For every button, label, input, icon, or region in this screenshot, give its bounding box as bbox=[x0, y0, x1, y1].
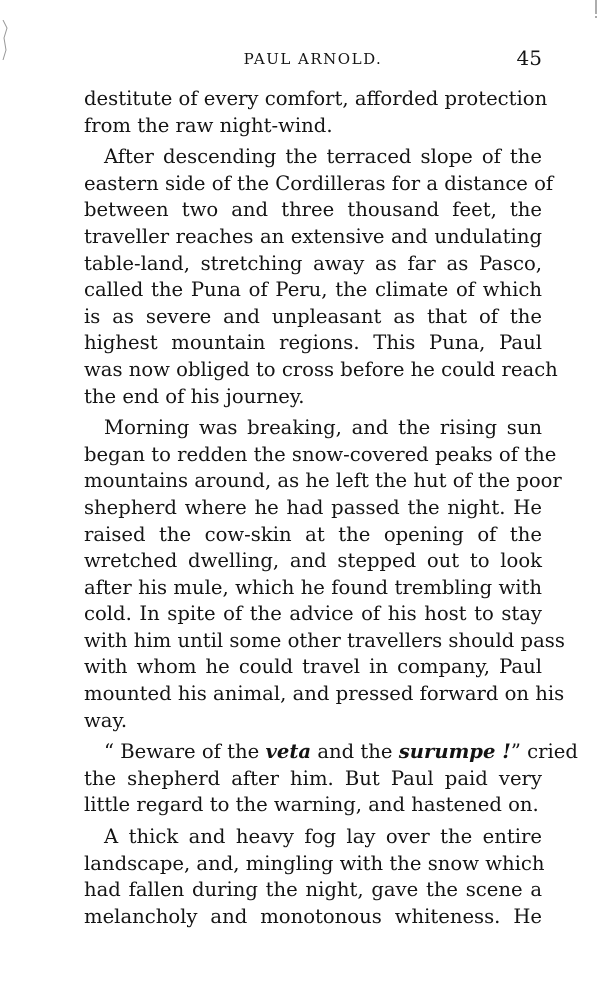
text-line: called the Puna of Peru, the climate of which bbox=[84, 278, 542, 302]
text-line: traveller reaches an extensive and undulating bbox=[84, 224, 542, 248]
running-head: PAUL ARNOLD. bbox=[243, 50, 383, 68]
text-line: after his mule, which he found trembling with bbox=[84, 575, 542, 599]
body-text bbox=[84, 86, 578, 930]
text-run: and the bbox=[311, 740, 399, 764]
text-line: Morning was breaking, and the rising sun bbox=[104, 416, 542, 440]
text-line: the shepherd after him. But Paul paid very bbox=[84, 766, 542, 790]
text-line: highest mountain regions. This Puna, Paul bbox=[84, 331, 542, 355]
text-line: landscape, and, mingling with the snow which bbox=[84, 851, 545, 875]
italic-term: surumpe ! bbox=[398, 740, 511, 764]
paragraph bbox=[84, 824, 545, 930]
text-line: A thick and heavy fog lay over the entire bbox=[104, 825, 542, 849]
paragraph bbox=[84, 739, 578, 819]
text-line: between two and three thousand feet, the bbox=[84, 198, 542, 222]
italic-term: veta bbox=[265, 740, 312, 764]
text-line: is as severe and unpleasant as that of the bbox=[84, 304, 542, 328]
text-line: eastern side of the Cordilleras for a distance of bbox=[84, 171, 554, 195]
paragraph bbox=[84, 144, 558, 410]
text-line: raised the cow-skin at the opening of the bbox=[84, 522, 542, 546]
text-line: the end of his journey. bbox=[84, 384, 305, 408]
text-line: with him until some other travellers should pass bbox=[84, 628, 565, 652]
text-line: little regard to the warning, and hastened on. bbox=[84, 793, 539, 817]
margin-stroke-mark bbox=[594, 0, 598, 22]
text-line: was now obliged to cross before he could reach bbox=[84, 357, 558, 381]
text-line bbox=[84, 739, 578, 766]
text-line: had fallen during the night, gave the scene a bbox=[84, 878, 542, 902]
text-line: from the raw night-wind. bbox=[84, 113, 333, 137]
text-line: melancholy and monotonous whiteness. He bbox=[84, 904, 542, 928]
text-line: with whom he could travel in company, Paul bbox=[84, 655, 542, 679]
page-number: 45 bbox=[516, 46, 542, 70]
text-line: After descending the terraced slope of the bbox=[104, 145, 542, 169]
text-line: destitute of every comfort, afforded protection bbox=[84, 87, 548, 110]
paragraph bbox=[84, 415, 565, 734]
text-line: mountains around, as he left the hut of the poor bbox=[84, 469, 562, 493]
text-line: began to redden the snow-covered peaks of the bbox=[84, 442, 557, 466]
text-run: ” cried bbox=[510, 740, 578, 764]
page-header bbox=[84, 48, 542, 72]
paragraph bbox=[84, 86, 548, 139]
text-line: mounted his animal, and pressed forward on his bbox=[84, 682, 565, 706]
text-line: table-land, stretching away as far as Pasco, bbox=[84, 251, 542, 275]
binding-edge-mark bbox=[2, 20, 8, 60]
text-line: cold. In spite of the advice of his host to stay bbox=[84, 602, 542, 626]
text-line: wretched dwelling, and stepped out to look bbox=[84, 549, 542, 573]
text-line: way. bbox=[84, 708, 128, 732]
text-line: shepherd where he had passed the night. He bbox=[84, 495, 542, 519]
text-run: “ Beware of the bbox=[104, 740, 266, 764]
